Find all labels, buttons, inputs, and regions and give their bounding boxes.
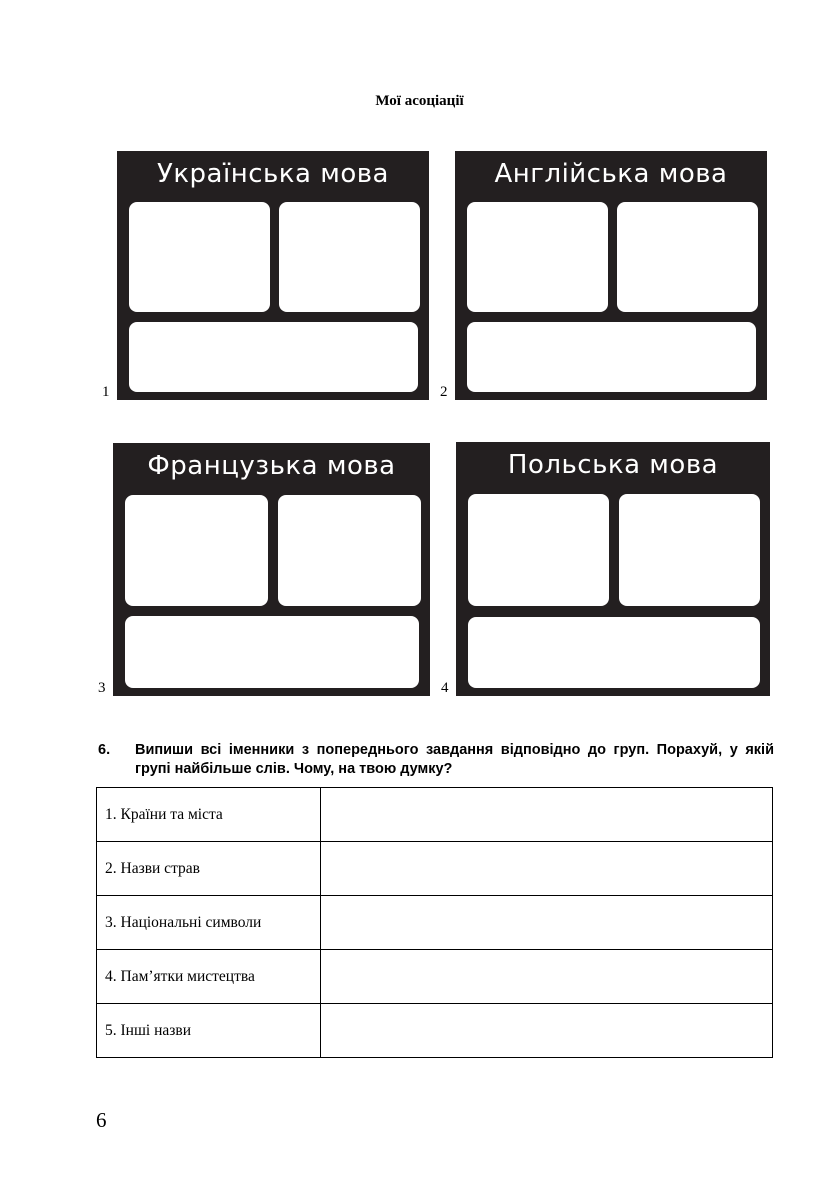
task-number: 6. [98,742,111,758]
answer-box[interactable] [619,494,760,606]
answer-box-wide[interactable] [129,322,418,392]
answer-box-wide[interactable] [468,617,760,688]
answer-box-wide[interactable] [125,616,419,688]
row-label: 4. Пам’ятки мистецтва [97,950,321,1004]
row-label: 2. Назви страв [97,842,321,896]
answer-box-wide[interactable] [467,322,756,392]
association-card [113,443,430,696]
card-number: 3 [98,680,106,696]
page-number: 6 [96,1108,107,1132]
card-number: 4 [441,680,449,696]
table-row [97,950,773,1004]
association-card [455,151,767,400]
section-heading: Мої асоціації [375,93,464,109]
answer-box[interactable] [467,202,608,312]
answer-box[interactable] [468,494,609,606]
table-row [97,1004,773,1058]
association-card [456,442,770,696]
table-row [97,896,773,950]
answer-box[interactable] [279,202,420,312]
card-title: Польська мова [507,450,719,480]
answer-cell[interactable] [321,896,773,950]
card-title: Українська мова [156,159,389,189]
task-text: Випиши всі іменники з попереднього завдання відповідно до груп. Порахуй, у якій групі найбільше слів. Чому, на твою думку? [135,742,774,777]
task-instruction [98,741,774,779]
answer-cell[interactable] [321,1004,773,1058]
row-label: 3. Національні символи [97,896,321,950]
association-card [117,151,429,400]
row-label: 5. Інші назви [97,1004,321,1058]
row-label: 1. Країни та міста [97,788,321,842]
answer-box[interactable] [278,495,421,606]
table-row [97,842,773,896]
answer-box[interactable] [617,202,758,312]
card-number: 1 [102,384,110,400]
answer-box[interactable] [129,202,270,312]
table-row [97,788,773,842]
card-title: Англійська мова [494,159,728,189]
card-number: 2 [440,384,448,400]
answer-cell[interactable] [321,950,773,1004]
answer-cell[interactable] [321,788,773,842]
card-title: Французька мова [147,451,396,481]
groups-table [96,787,773,1058]
answer-cell[interactable] [321,842,773,896]
answer-box[interactable] [125,495,268,606]
